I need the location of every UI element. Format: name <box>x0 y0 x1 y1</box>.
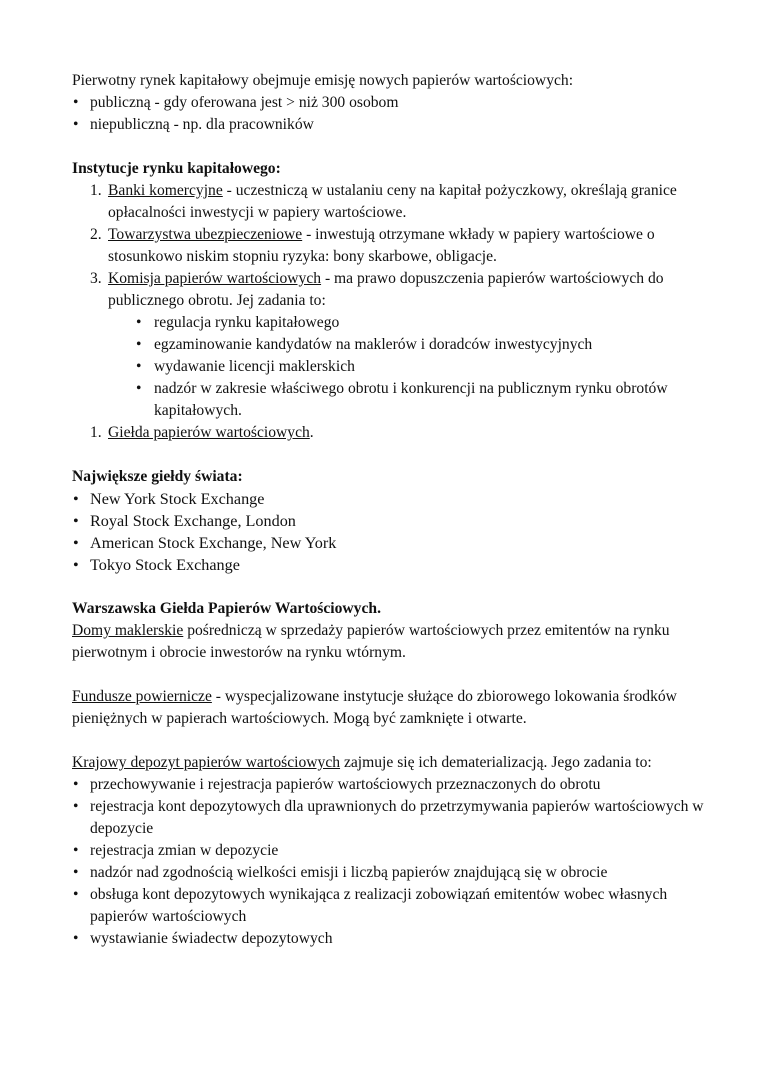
institution-term: Towarzystwa ubezpieczeniowe <box>108 226 303 243</box>
list-item: • nadzór w zakresie właściwego obrotu i konkurencji na publicznym rynku obrotów kapitałowych. <box>116 378 712 422</box>
list-item: • niepubliczną - np. dla pracowników <box>72 114 712 136</box>
funds-paragraph <box>72 686 712 730</box>
institution-description: - ma prawo dopuszczenia papierów wartościowych do publicznego obrotu. Jej zadania to: <box>108 270 664 309</box>
institutions-heading: Instytucje rynku kapitałowego: <box>72 160 281 177</box>
institution-term: Komisja papierów wartościowych <box>108 270 322 287</box>
warsaw-heading: Warszawska Giełda Papierów Wartościowych. <box>72 600 381 617</box>
institution-description: - inwestują otrzymane wkłady w papiery wartościowe o stosunkowo niskim stopniu ryzyka: bony skarbowe, obligacje. <box>108 226 655 265</box>
list-item: • publiczną - gdy oferowana jest > niż 300 osobom <box>72 92 712 114</box>
list-item <box>72 180 712 224</box>
list-number: 3. <box>90 270 102 287</box>
document-page <box>72 70 712 950</box>
depository-tasks-list <box>72 774 712 950</box>
exchanges-heading: Największe giełdy świata: <box>72 468 243 485</box>
list-item: • nadzór nad zgodnością wielkości emisji i liczbą papierów znajdującą się w obrocie <box>72 862 712 884</box>
institutions-list <box>72 180 712 444</box>
intro-line: Pierwotny rynek kapitałowy obejmuje emisję nowych papierów wartościowych: <box>72 72 574 89</box>
list-item: • egzaminowanie kandydatów na maklerów i doradców inwestycyjnych <box>116 334 712 356</box>
institution-term: Giełda papierów wartościowych <box>108 424 310 441</box>
list-item: • New York Stock Exchange <box>72 488 712 510</box>
funds-description: - wyspecjalizowane instytucje służące do zbiorowego lokowania środków pieniężnych w papierach wartościowych. Mogą być zamknięte i otwarte. <box>72 688 677 727</box>
institution-term: Banki komercyjne <box>108 182 223 199</box>
list-item: • obsługa kont depozytowych wynikająca z realizacji zobowiązań emitentów wobec własnych papierów wartościowych <box>72 884 712 928</box>
list-item: • Tokyo Stock Exchange <box>72 554 712 576</box>
institution-description: - uczestniczą w ustalaniu ceny na kapitał pożyczkowy, określają granice opłacalności inwestycji w papiery wartościowe. <box>108 182 677 221</box>
list-item <box>72 224 712 268</box>
issue-types-list <box>72 92 712 136</box>
list-item: • wydawanie licencji maklerskich <box>116 356 712 378</box>
list-item: • wystawianie świadectw depozytowych <box>72 928 712 950</box>
brokers-paragraph <box>72 620 712 664</box>
brokers-term: Domy maklerskie <box>72 622 184 639</box>
commission-tasks-list <box>116 312 712 422</box>
funds-term: Fundusze powiernicze <box>72 688 212 705</box>
institution-description: . <box>309 424 314 441</box>
depository-description: zajmuje się ich dematerializacją. Jego zadania to: <box>340 754 652 771</box>
list-item <box>72 422 712 444</box>
list-item: • przechowywanie i rejestracja papierów wartościowych przeznaczonych do obrotu <box>72 774 712 796</box>
list-item <box>72 268 712 422</box>
list-number: 1. <box>90 182 102 199</box>
list-item: • regulacja rynku kapitałowego <box>116 312 712 334</box>
exchanges-list <box>72 488 712 576</box>
list-item: • rejestracja kont depozytowych dla uprawnionych do przetrzymywania papierów wartościowych w depozycie <box>72 796 712 840</box>
list-item: • American Stock Exchange, New York <box>72 532 712 554</box>
list-number: 2. <box>90 226 102 243</box>
list-number: 1. <box>90 424 102 441</box>
depository-paragraph <box>72 752 712 774</box>
list-item: • Royal Stock Exchange, London <box>72 510 712 532</box>
depository-term: Krajowy depozyt papierów wartościowych <box>72 754 341 771</box>
brokers-description: pośredniczą w sprzedaży papierów wartościowych przez emitentów na rynku pierwotnym i obrocie inwestorów na rynku wtórnym. <box>72 622 670 661</box>
list-item: • rejestracja zmian w depozycie <box>72 840 712 862</box>
